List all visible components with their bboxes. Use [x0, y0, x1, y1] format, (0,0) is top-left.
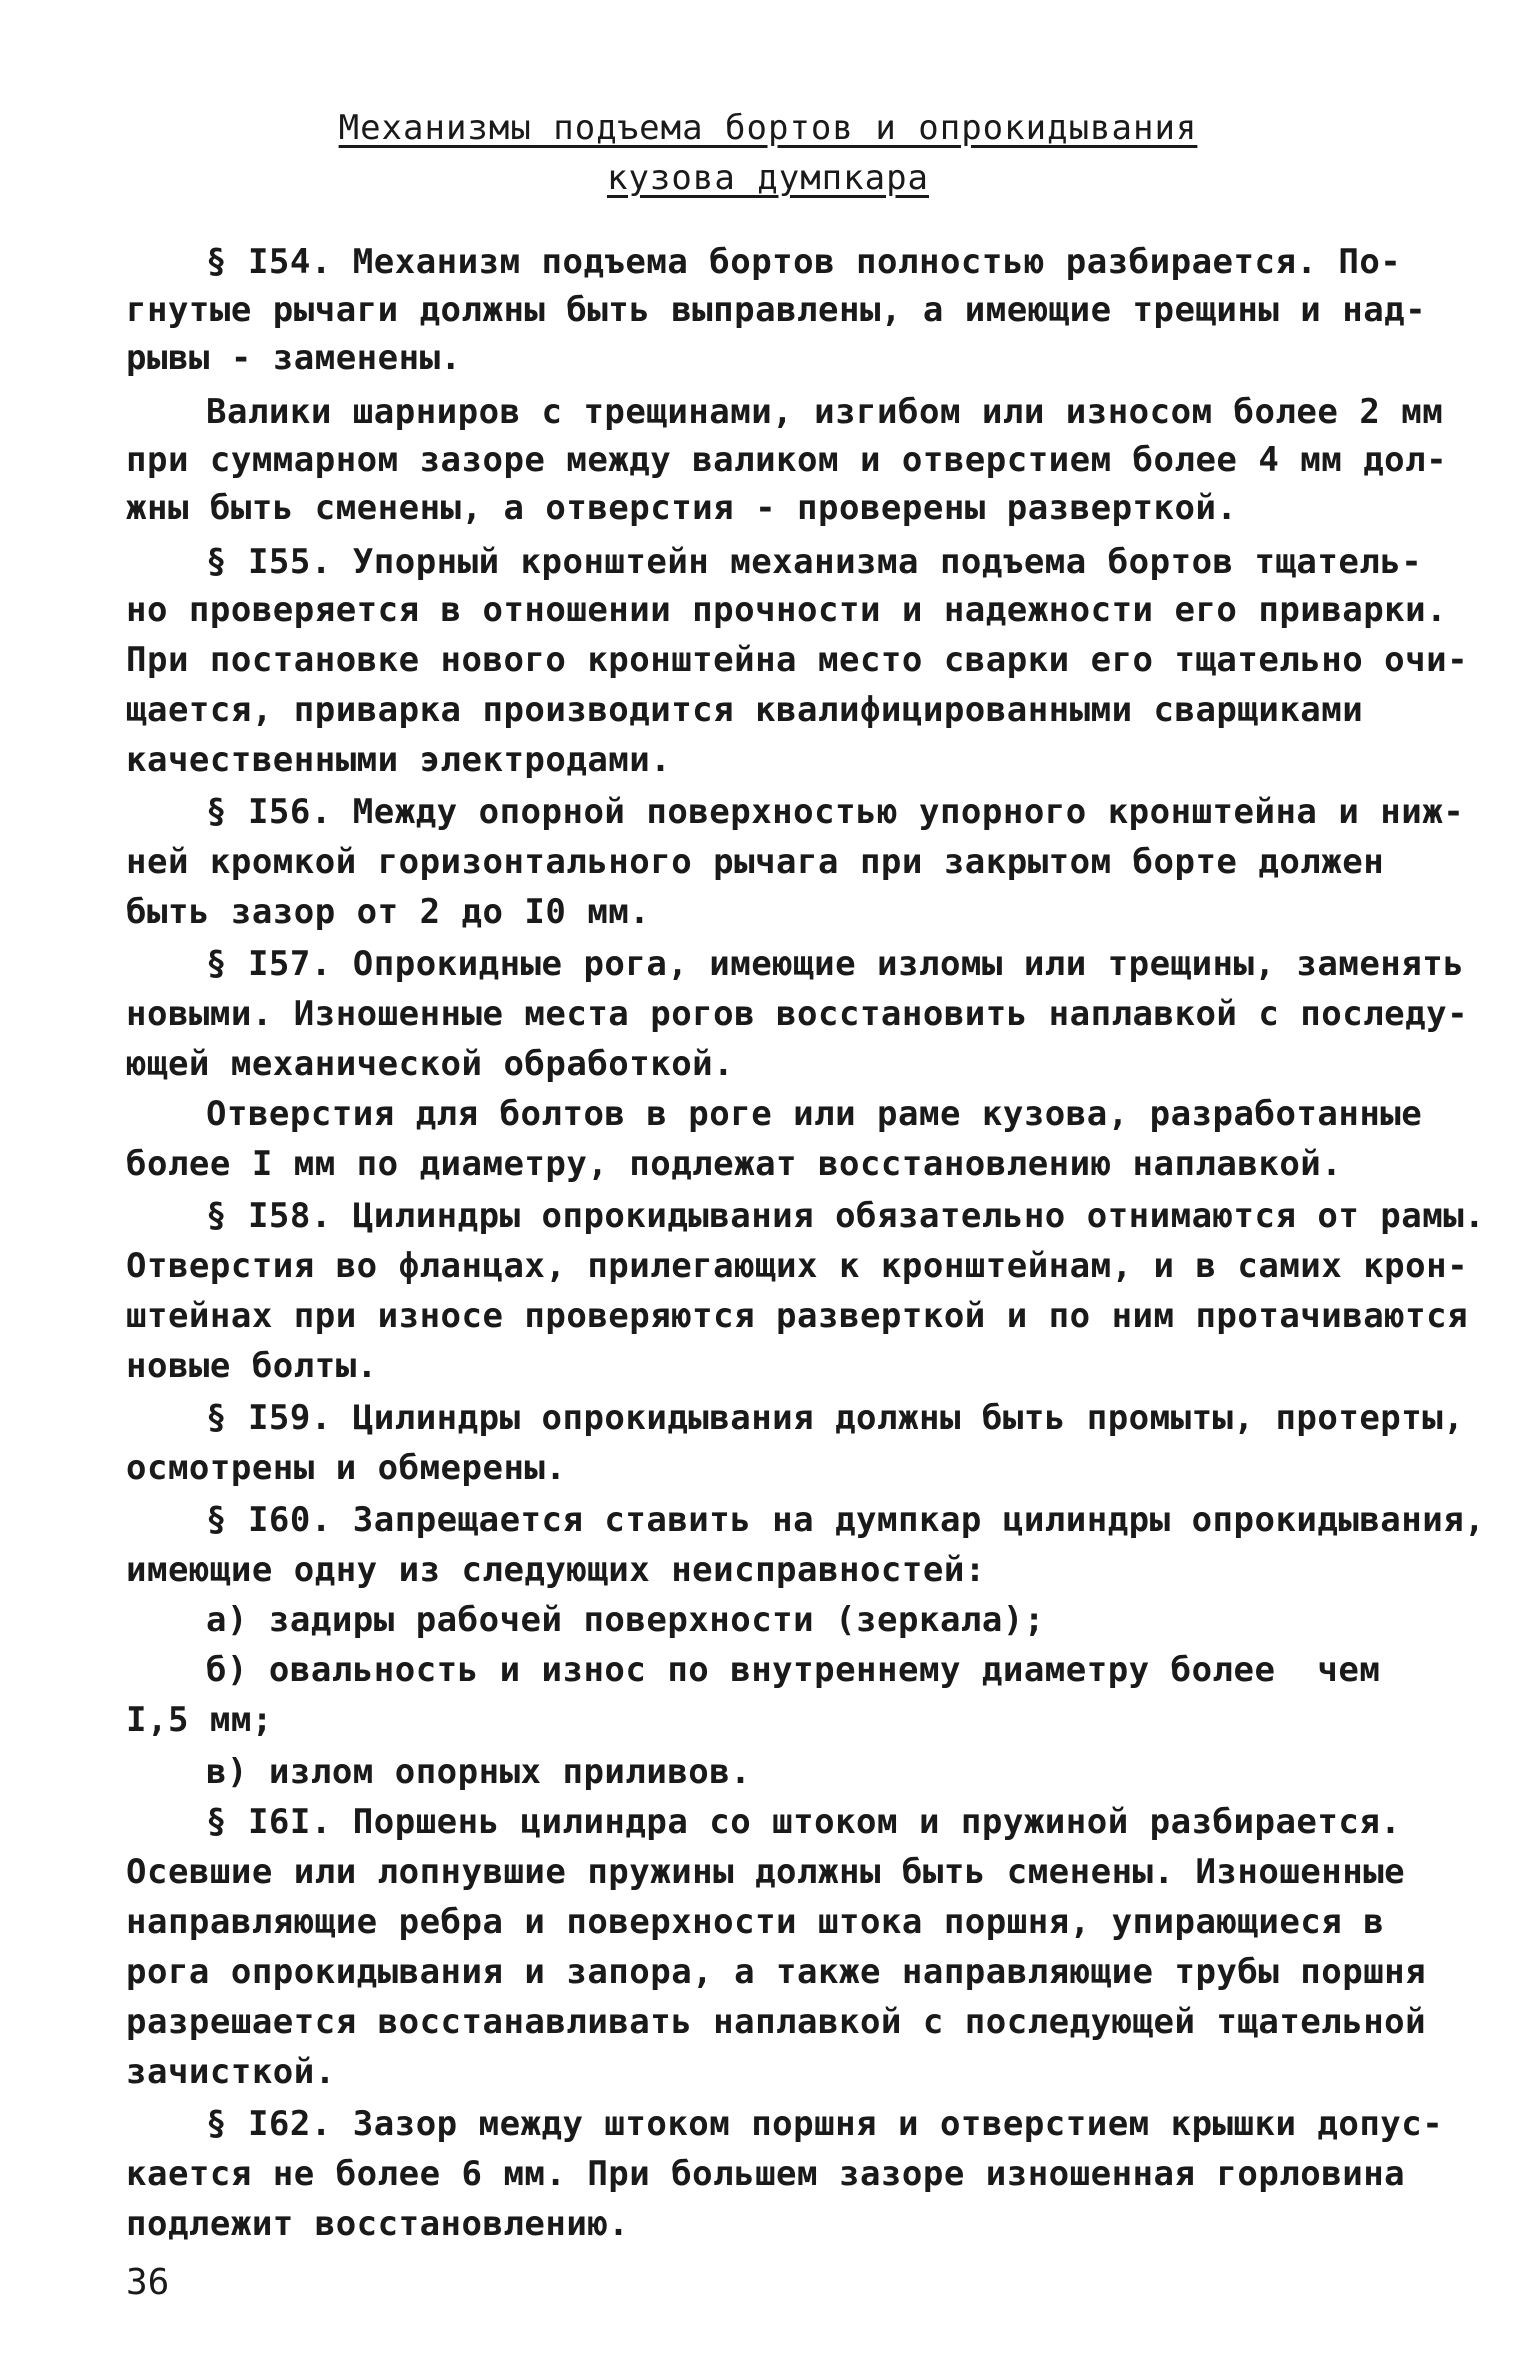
text-line: § I54. Механизм подъема бортов полностью разбирается. По- [206, 242, 1402, 282]
text-line: жны быть сменены, а отверстия - проверены разверткой. [126, 488, 1238, 528]
text-line: § I6I. Поршень цилиндра со штоком и пружиной разбирается. [206, 1802, 1402, 1842]
text-line: § I58. Цилиндры опрокидывания обязательно отнимаются от рамы. [206, 1196, 1486, 1236]
text-line: щается, приварка производится квалифицированными сварщиками [126, 690, 1364, 730]
text-line: § I57. Опрокидные рога, имеющие изломы или трещины, заменять [206, 944, 1465, 984]
text-line: но проверяется в отношении прочности и надежности его приварки. [126, 590, 1448, 630]
page-number: 36 [126, 2262, 170, 2303]
text-line: разрешается восстанавливать наплавкой с последующей тщательной [126, 2002, 1427, 2042]
text-line: § I60. Запрещается ставить на думпкар цилиндры опрокидывания, [206, 1500, 1486, 1540]
text-line: подлежит восстановлению. [126, 2204, 630, 2244]
text-line: Отверстия во фланцах, прилегающих к кронштейнам, и в самих крон- [126, 1246, 1469, 1286]
text-line: в) излом опорных приливов. [206, 1752, 752, 1792]
text-line: рога опрокидывания и запора, а также направляющие трубы поршня [126, 1952, 1427, 1992]
text-line: гнутые рычаги должны быть выправлены, а имеющие трещины и над- [126, 290, 1427, 330]
text-line: имеющие одну из следующих неисправностей: [126, 1550, 986, 1590]
text-line: штейнах при износе проверяются разверткой и по ним протачиваются [126, 1296, 1469, 1336]
text-line: I,5 мм; [126, 1700, 273, 1740]
text-line: б) овальность и износ по внутреннему диаметру более чем [206, 1650, 1381, 1690]
text-line: осмотрены и обмерены. [126, 1448, 567, 1488]
text-line: новыми. Изношенные места рогов восстановить наплавкой с последу- [126, 994, 1469, 1034]
text-line: ней кромкой горизонтального рычага при закрытом борте должен [126, 842, 1385, 882]
text-line: быть зазор от 2 до I0 мм. [126, 892, 651, 932]
text-line: более I мм по диаметру, подлежат восстановлению наплавкой. [126, 1144, 1343, 1184]
text-line: Отверстия для болтов в роге или раме кузова, разработанные [206, 1094, 1423, 1134]
section-title-line-1: Механизмы подъема бортов и опрокидывания [338, 108, 1198, 148]
text-line: Валики шарниров с трещинами, изгибом или износом более 2 мм [206, 392, 1444, 432]
section-title-line-2: кузова думпкара [606, 158, 930, 198]
text-line: Осевшие или лопнувшие пружины должны быть сменены. Изношенные [126, 1852, 1406, 1892]
text-line: кается не более 6 мм. При большем зазоре изношенная горловина [126, 2154, 1406, 2194]
text-line: рывы - заменены. [126, 338, 462, 378]
text-line: зачисткой. [126, 2052, 336, 2092]
text-line: § I59. Цилиндры опрокидывания должны быть промыты, протерты, [206, 1398, 1465, 1438]
text-line: § I55. Упорный кронштейн механизма подъема бортов тщатель- [206, 542, 1423, 582]
text-line: новые болты. [126, 1346, 378, 1386]
text-line: § I56. Между опорной поверхностью упорного кронштейна и ниж- [206, 792, 1465, 832]
text-line: при суммарном зазоре между валиком и отверстием более 4 мм дол- [126, 440, 1448, 480]
text-line: § I62. Зазор между штоком поршня и отверстием крышки допус- [206, 2104, 1444, 2144]
text-line: а) задиры рабочей поверхности (зеркала); [206, 1600, 1045, 1640]
text-line: При постановке нового кронштейна место сварки его тщательно очи- [126, 640, 1469, 680]
text-line: ющей механической обработкой. [126, 1044, 735, 1084]
text-line: направляющие ребра и поверхности штока поршня, упирающиеся в [126, 1902, 1385, 1942]
text-line: качественными электродами. [126, 740, 672, 780]
